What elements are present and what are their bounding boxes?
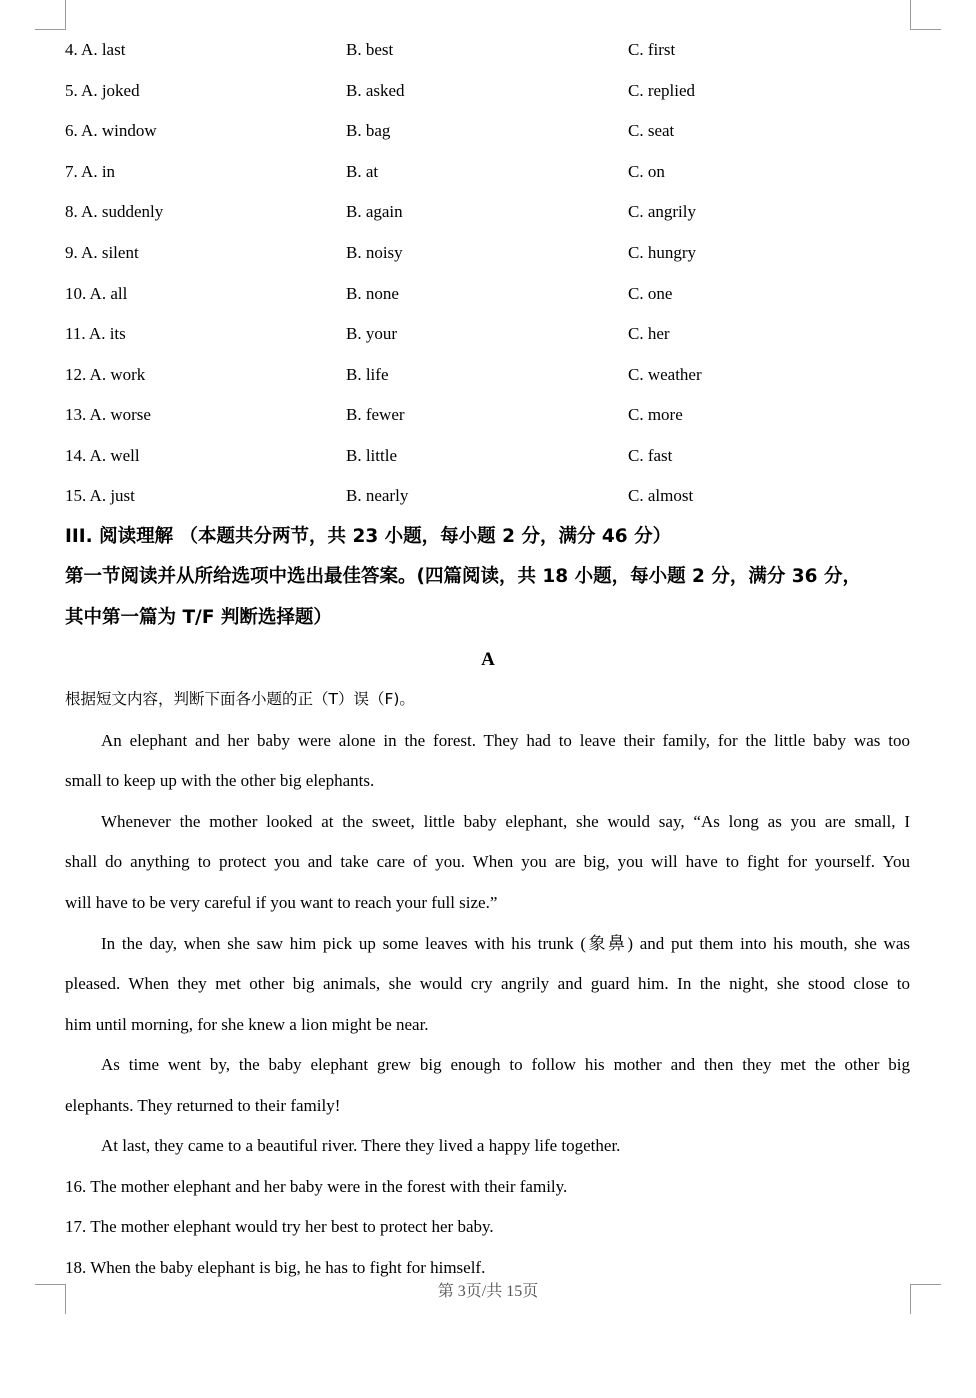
question-item: 18. When the baby elephant is big, he has to fight for himself.	[65, 1258, 486, 1277]
option-c: C. more	[628, 405, 683, 424]
crop-mark-top-right-vertical	[910, 0, 911, 30]
option-c: C. one	[628, 284, 673, 303]
section-heading: III. 阅读理解 （本题共分两节，共 23 小题，每小题 2 分，满分 46 分）	[65, 526, 672, 547]
option-b: B. your	[346, 324, 397, 343]
option-a: 10. A. all	[65, 284, 128, 303]
option-row	[0, 200, 976, 224]
option-row	[0, 241, 976, 265]
option-c: C. seat	[628, 121, 675, 140]
crop-mark-top-right-horizontal	[910, 29, 941, 30]
option-b: B. again	[346, 202, 403, 221]
option-row	[0, 484, 976, 508]
crop-mark-top-left-horizontal	[35, 29, 66, 30]
option-b: B. noisy	[346, 243, 403, 262]
passage-line: In the day, when she saw him pick up some leaves with his trunk (象鼻) and put them into his mouth, she was	[101, 934, 910, 953]
option-a: 12. A. work	[65, 365, 146, 384]
option-c: C. angrily	[628, 202, 696, 221]
option-row	[0, 322, 976, 346]
option-b: B. asked	[346, 81, 405, 100]
option-b: B. fewer	[346, 405, 405, 424]
option-c: C. on	[628, 162, 665, 181]
option-b: B. life	[346, 365, 389, 384]
option-a: 14. A. well	[65, 446, 140, 465]
subsection-heading-continued: 其中第一篇为 T/F 判断选择题）	[65, 607, 332, 628]
option-a: 9. A. silent	[65, 243, 139, 262]
option-c: C. replied	[628, 81, 696, 100]
question-item: 17. The mother elephant would try her best to protect her baby.	[65, 1217, 494, 1236]
option-row	[0, 79, 976, 103]
passage-line: elephants. They returned to their family!	[65, 1096, 341, 1115]
option-c: C. her	[628, 324, 670, 343]
passage-line: As time went by, the baby elephant grew big enough to follow his mother and then they met the other big	[101, 1055, 910, 1074]
option-b: B. at	[346, 162, 379, 181]
option-c: C. fast	[628, 446, 673, 465]
option-c: C. first	[628, 40, 676, 59]
passage-line: shall do anything to protect you and take care of you. When you are big, you will have to fight for yourself. You	[65, 852, 910, 871]
option-row	[0, 160, 976, 184]
option-a: 15. A. just	[65, 486, 135, 505]
option-a: 6. A. window	[65, 121, 157, 140]
option-b: B. nearly	[346, 486, 409, 505]
option-row	[0, 38, 976, 62]
option-row	[0, 282, 976, 306]
option-b: B. none	[346, 284, 399, 303]
passage-line: Whenever the mother looked at the sweet, little baby elephant, she would say, “As long as you are small, I	[101, 812, 910, 831]
option-a: 11. A. its	[65, 324, 126, 343]
passage-line: At last, they came to a beautiful river. There they lived a happy life together.	[101, 1136, 621, 1155]
option-c: C. almost	[628, 486, 694, 505]
crop-mark-top-left-vertical	[65, 0, 66, 30]
subsection-heading: 第一节阅读并从所给选项中选出最佳答案。(四篇阅读，共 18 小题，每小题 2 分，满分 36 分，	[65, 566, 861, 587]
option-a: 7. A. in	[65, 162, 116, 181]
option-a: 13. A. worse	[65, 405, 151, 424]
passage-line: will have to be very careful if you want to reach your full size.”	[65, 893, 498, 912]
option-a: 4. A. last	[65, 40, 126, 59]
option-row	[0, 363, 976, 387]
question-item: 16. The mother elephant and her baby were in the forest with their family.	[65, 1177, 568, 1196]
option-b: B. little	[346, 446, 397, 465]
passage-label: A	[481, 649, 495, 670]
option-a: 8. A. suddenly	[65, 202, 164, 221]
passage-line: him until morning, for she knew a lion might be near.	[65, 1015, 429, 1034]
option-row	[0, 403, 976, 427]
passage-line: An elephant and her baby were alone in the forest. They had to leave their family, for the little baby was too	[101, 731, 910, 750]
option-c: C. hungry	[628, 243, 696, 262]
option-b: B. bag	[346, 121, 391, 140]
option-c: C. weather	[628, 365, 702, 384]
passage-line: pleased. When they met other big animals, she would cry angrily and guard him. In the night, she stood close to	[65, 974, 910, 993]
option-row	[0, 119, 976, 143]
passage-line: small to keep up with the other big elephants.	[65, 771, 375, 790]
page-footer: 第 3页/共 15页	[437, 1283, 539, 1300]
option-b: B. best	[346, 40, 394, 59]
instruction-text: 根据短文内容，判断下面各小题的正（T）误（F)。	[65, 690, 415, 708]
option-a: 5. A. joked	[65, 81, 140, 100]
option-row	[0, 444, 976, 468]
